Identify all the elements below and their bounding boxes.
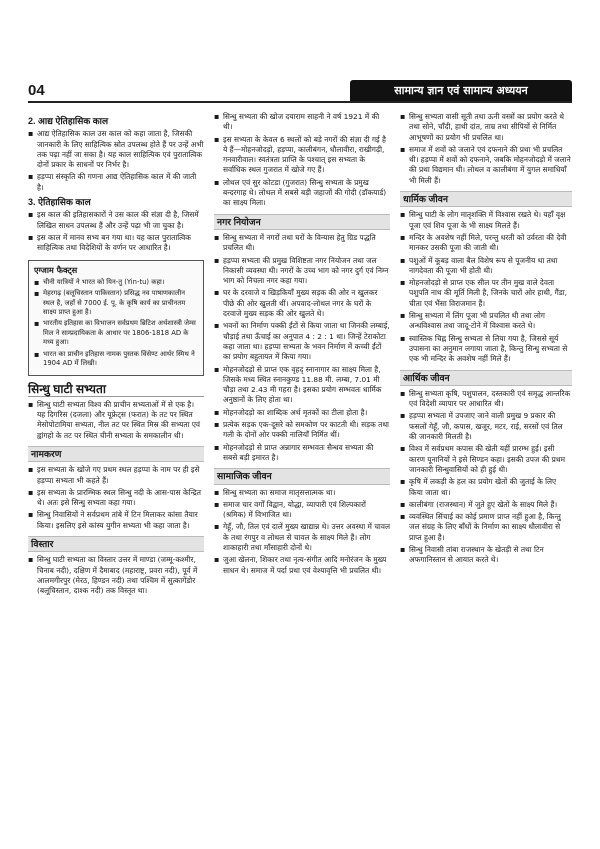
list-item: ▪ लोथल एवं सुर कोटडा (गुजरात) सिन्धु सभ्यता के प्रमुख बन्दरगाह थे। लोथल में सबसे बड़ी जहाजों की गोदी (डॉकयार्ड) का साक्ष्य मिला। (214, 178, 390, 209)
list-item: ▪ सिन्धु निवासियों ने सर्वप्रथम तांबे में टिन मिलाकर कांसा तैयार किया। इसलिए इसे कांस्य युगीन सभ्यता भी कहा जाता है। (28, 510, 204, 531)
column-3 (400, 112, 572, 568)
list-item: ▪ इस सभ्यता के केवल 6 स्थलों को बड़े नगरों की संज्ञा दी गई है ये हैं—मोहनजोदड़ो, हड़प्पा, कालीबंगन, धौलावीरा, राखीगढ़ी, गनवारीवाल। स्वतंत्रता प्राप्ति के पश्चात् इस सभ्यता के सर्वाधिक स्थल गुजरात में खोजे गए हैं। (214, 135, 390, 176)
list-item: ▪ मोहनजोदड़ो से प्राप्त अन्नागार सम्भवतः सैन्धव सभ्यता की सबसे बड़ी इमारत है। (214, 443, 390, 464)
section-bar-religious-life: धार्मिक जीवन (400, 191, 572, 207)
list-item: ▪ समाज चार वर्गों विद्वान, योद्धा, व्यापारी एवं शिल्पकारों (श्रमिक) में विभाजित था। (214, 500, 390, 521)
list-item: ▪ व्यवस्थित सिंचाई का कोई प्रमाण प्राप्त नहीं हुआ है, किन्तु जल संग्रह के लिए बाँधों के निर्माण का साक्ष्य धौलावीरा से प्राप्त हुआ है। (400, 512, 572, 543)
header-divider (28, 101, 572, 103)
list-item: ▪ विश्व में सर्वप्रथम कपास की खेती यहीं प्रारम्भ हुई। इसी कारण यूनानियों ने इसे सिण्डन कहा। इसकी उपज की प्रथम जानकारी सिन्धुवासियों को ही हुई थी। (400, 444, 572, 475)
list-item: ▪ सिन्धु सभ्यता की खोज दयाराम साहनी ने वर्ष 1921 में की थी। (214, 112, 390, 133)
section-heading-proto-historic: 2. आद्य ऐतिहासिक काल (28, 116, 109, 126)
list-item: ▪ कालीबंगा (राजस्थान) में जुते हुए खेतों के साक्ष्य मिले हैं। (400, 500, 572, 510)
list-item: ▪ सिन्धु सभ्यता का समाज मातृसत्तात्मक था। (214, 488, 390, 498)
list-item: ▪ समाज में शवों को जलाने एवं दफनाने की प्रथा भी प्रचलित थी। हड़प्पा में शवों को दफनाने, जबकि मोहनजोदड़ो में जलाने की प्रथा विद्यमान थी। लोथल व कालीबंगा में युगल समाधियाँ भी मिली हैं। (400, 145, 572, 186)
header-banner: सामान्य ज्ञान एवं सामान्य अध्ययन (350, 80, 572, 101)
list-item: ▪ मेहरगढ़ (बलूचिस्तान पाकिस्तान) प्रसिद्ध नव पाषाणकालीन स्थल है, जहाँ से 7000 ई. पू. के कृषि कार्य का प्राचीनतम साक्ष्य प्राप्त हुआ है। (34, 289, 198, 317)
list-item: ▪ सिन्धु घाटी के लोग मातृशक्ति में विश्वास रखते थे। यहाँ वृक्ष पूजा एवं शिव पूजा के भी साक्ष्य मिलते हैं। (400, 210, 572, 231)
section-bar-economic-life: आर्थिक जीवन (400, 370, 572, 386)
list-item: ▪ भारतीय इतिहास का विभाजन सर्वप्रथम ब्रिटिश अर्थशास्त्री जेम्स मिल ने साम्प्रदायिकता के आधार पर 1806-1818 AD के मध्य हुआ। (34, 319, 198, 347)
section-bar-naming: नामकरण (28, 446, 204, 462)
list-item: ▪ इस काल में मानव सभ्य बन गया था। यह काल पुरातात्विक साहित्यिक तथा विदेशियों के वर्णन पर आधारित है। (28, 233, 204, 254)
list-item: ▪ सिन्धु सभ्यता कृषि, पशुपालन, दस्तकारी एवं समृद्ध आन्तरिक एवं विदेशी व्यापार पर आधारित थी। (400, 389, 572, 410)
list-item: ▪ हड़प्पा सभ्यता की प्रमुख विशिष्टता नगर नियोजन तथा जल निकासी व्यवस्था थी। नगरों के उच्च भाग को नगर दुर्ग एवं निम्न भाग को निचला नगर कहा गया। (214, 256, 390, 287)
list-item: ▪ प्रत्येक सड़क एक-दूसरे को समकोण पर काटती थी। सड़क तथा गली के दोनों ओर पक्की नालियाँ निर्मित थीं। (214, 420, 390, 441)
list-item: ▪ मोहनजोदड़ो से प्राप्त एक सील पर तीन मुख वाले देवता पशुपति नाथ की मूर्ति मिली है, जिनके चारों ओर हाथी, गैंडा, चीता एवं भैंसा विराजमान हैं। (400, 278, 572, 309)
column-1 (28, 112, 204, 599)
list-proto-historic (28, 129, 204, 193)
list-item: ▪ स्वास्तिक चिह्न सिन्धु सभ्यता से लिया गया है, जिससे सूर्य उपासना का अनुमान लगाया जाता है, किन्तु सिन्धु सभ्यता से एक भी मन्दिर के अवशेष नहीं मिले हैं। (400, 334, 572, 365)
list-item: ▪ मोहनजोदड़ो से प्राप्त एक वृहद् स्नानागार का साक्ष्य मिला है, जिसके मध्य स्थित स्नानकुण्ड 11.88 मी. लम्बा, 7.01 मी चौड़ा तथा 2.43 मी गहरा है। इसका प्रयोग सम्भवतः धार्मिक अनुष्ठानों के लिए होता था। (214, 365, 390, 406)
list-item: ▪ सिन्धु घाटी सभ्यता विश्व की प्राचीन सभ्यताओं में से एक है। यह दिगरिस (दजला) और यूफ्रेट्स (फरात) के तट पर स्थित मेसोपोटामिया सभ्यता, नील तट पर स्थित मिस्र की सभ्यता एवं ह्वांगहो के तट पर स्थित चीनी सभ्यता के समकालीन थी। (28, 400, 204, 441)
list-item: ▪ मन्दिर के अवशेष नहीं मिले, परन्तु धरती को उर्वरता की देवी मानकर उसकी पूजा की जाती थी। (400, 233, 572, 254)
list-item: ▪ घर के दरवाजे व खिड़कियाँ मुख्य सड़क की ओर न खुलकर पीछे की ओर खुलती थीं। अपवाद-लोथल नगर के घरों के दरवाजे मुख्य सड़क की ओर खुलते थे। (214, 288, 390, 319)
list-historic (28, 210, 204, 253)
list-item: ▪ सिन्धु सभ्यता वासी सूती तथा ऊनी वस्त्रों का प्रयोग करते थे तथा सोने, चाँदी, हाथी दांत, ताम्र तथा सीपियों से निर्मित आभूषणों का प्रयोग भी प्रचलित था। (400, 112, 572, 143)
list-item: ▪ पशुओं में कूबड़ वाला बैल विशेष रूप से पूजनीय था तथा नागदेवता की पूजा भी होती थी। (400, 256, 572, 277)
exam-facts-title: एग्जाम फैक्ट्स (34, 264, 78, 275)
list-item: ▪ हड़प्पा सभ्यता में उपजाए जाने वाली प्रमुख 9 प्रकार की फसलों गेहूँ, जौ, कपास, खजूर, मटर, राई, सरसों एवं तिल की जानकारी मिलती है। (400, 411, 572, 442)
list-item: ▪ इस सभ्यता के खोजे गए प्रथम स्थल हड़प्पा के नाम पर ही इसे हड़प्पा सभ्यता भी कहते हैं। (28, 465, 204, 486)
chapter-title: सिन्धु घाटी सभ्यता (28, 384, 204, 397)
list-item: ▪ सिन्धु निवासी तांबा राजस्थान के खेतड़ी से तथा टिन अफगानिस्तान से आयात करते थे। (400, 545, 572, 566)
list-item: ▪ इस सभ्यता के प्रारम्भिक स्थल सिन्धु नदी के आस-पास केन्द्रित थे। अतः इसे सिन्धु सभ्यता कहा गया। (28, 488, 204, 509)
list-item: ▪ आद्य ऐतिहासिक काल उस काल को कहा जाता है, जिसकी जानकारी के लिए साहित्यिक स्रोत उपलब्ध होते हैं पर उन्हें अभी तक पढ़ा नहीं जा सका है। यह काल साहित्यिक एवं पुरातात्विक दोनों प्रकार के साधनों पर निर्भर है। (28, 129, 204, 170)
list-item: ▪ गेहूँ, जौ, तिल एवं दालें मुख्य खाद्यान्न थे। उत्तर अवस्था में चावल के तथा रंगपुर व लोथल से चावल के साक्ष्य मिले हैं। लोग शाकाहारी तथा माँसाहारी दोनों थे। (214, 522, 390, 553)
list-item: ▪ भारत का प्राचीन इतिहास नामक पुस्तक विंसेण्ट आर्थर स्मिथ ने 1904 AD में लिखी। (34, 350, 198, 369)
section-bar-extent: विस्तार (28, 536, 204, 552)
list-item: ▪ मोहनजोदड़ो का शाब्दिक अर्थ मृतकों का टीला होता है। (214, 408, 390, 418)
exam-facts-box (28, 260, 204, 376)
section-bar-town-planning: नगर नियोजन (214, 214, 390, 230)
list-item: ▪ हड़प्पा संस्कृति की गणना आद्य ऐतिहासिक काल में की जाती है। (28, 172, 204, 193)
list-item: ▪ जुआ खेलना, शिकार तथा नृत्य-संगीत आदि मनोरंजन के मुख्य साधन थे। समाज में पर्दा प्रथा एवं वेश्यावृत्ति भी प्रचलित थी। (214, 555, 390, 576)
section-heading-historic: 3. ऐतिहासिक काल (28, 197, 91, 208)
column-2 (214, 112, 390, 578)
section-bar-social-life: सामाजिक जीवन (214, 468, 390, 484)
page-number: 04 (28, 82, 45, 99)
list-item: ▪ चीनी यात्रियों ने भारत को यिन-तु (Yin-tu) कहा। (34, 278, 198, 287)
list-item: ▪ भवनों का निर्माण पक्की ईंटों से किया जाता था जिनकी लम्बाई, चौड़ाई तथा ऊँचाई का अनुपात 4 : 2 : 1 था। जिन्हें टेराकोटा कहा जाता था। हड़प्पा सभ्यता के भवन निर्माण में कच्ची ईंटों का प्रयोग बहुतायत में किया गया। (214, 321, 390, 362)
list-item: ▪ सिन्धु सभ्यता में लिंग पूजा भी प्रचलित थी तथा लोग अन्धविश्वास तथा जादू-टोने में विश्वास करते थे। (400, 311, 572, 332)
list-item: ▪ सिन्धु घाटी सभ्यता का विस्तार उत्तर में माण्डा (जम्मू-कश्मीर, चिनाब नदी), दक्षिण में दैमाबाद (महाराष्ट्र, प्रवरा नदी), पूर्व में आलमगीरपुर (मेरठ, हिण्डन नदी) तथा पश्चिम में सुत्कागेंडोर (बलूचिस्तान, दाश्क नदी) तक विस्तृत था। (28, 555, 204, 596)
list-item: ▪ सिन्धु सभ्यता में नगरों तथा घरों के विन्यास हेतु ग्रिड पद्धति प्रचलित थी। (214, 233, 390, 254)
list-item: ▪ कृषि में लकड़ी के हल का प्रयोग खेतों की जुताई के लिए किया जाता था। (400, 477, 572, 498)
list-item: ▪ इस काल की इतिहासकारों ने उस काल की संज्ञा दी है, जिसमें लिखित साधन उपलब्ध हैं और उन्हें पढ़ा भी जा चुका है। (28, 210, 204, 231)
